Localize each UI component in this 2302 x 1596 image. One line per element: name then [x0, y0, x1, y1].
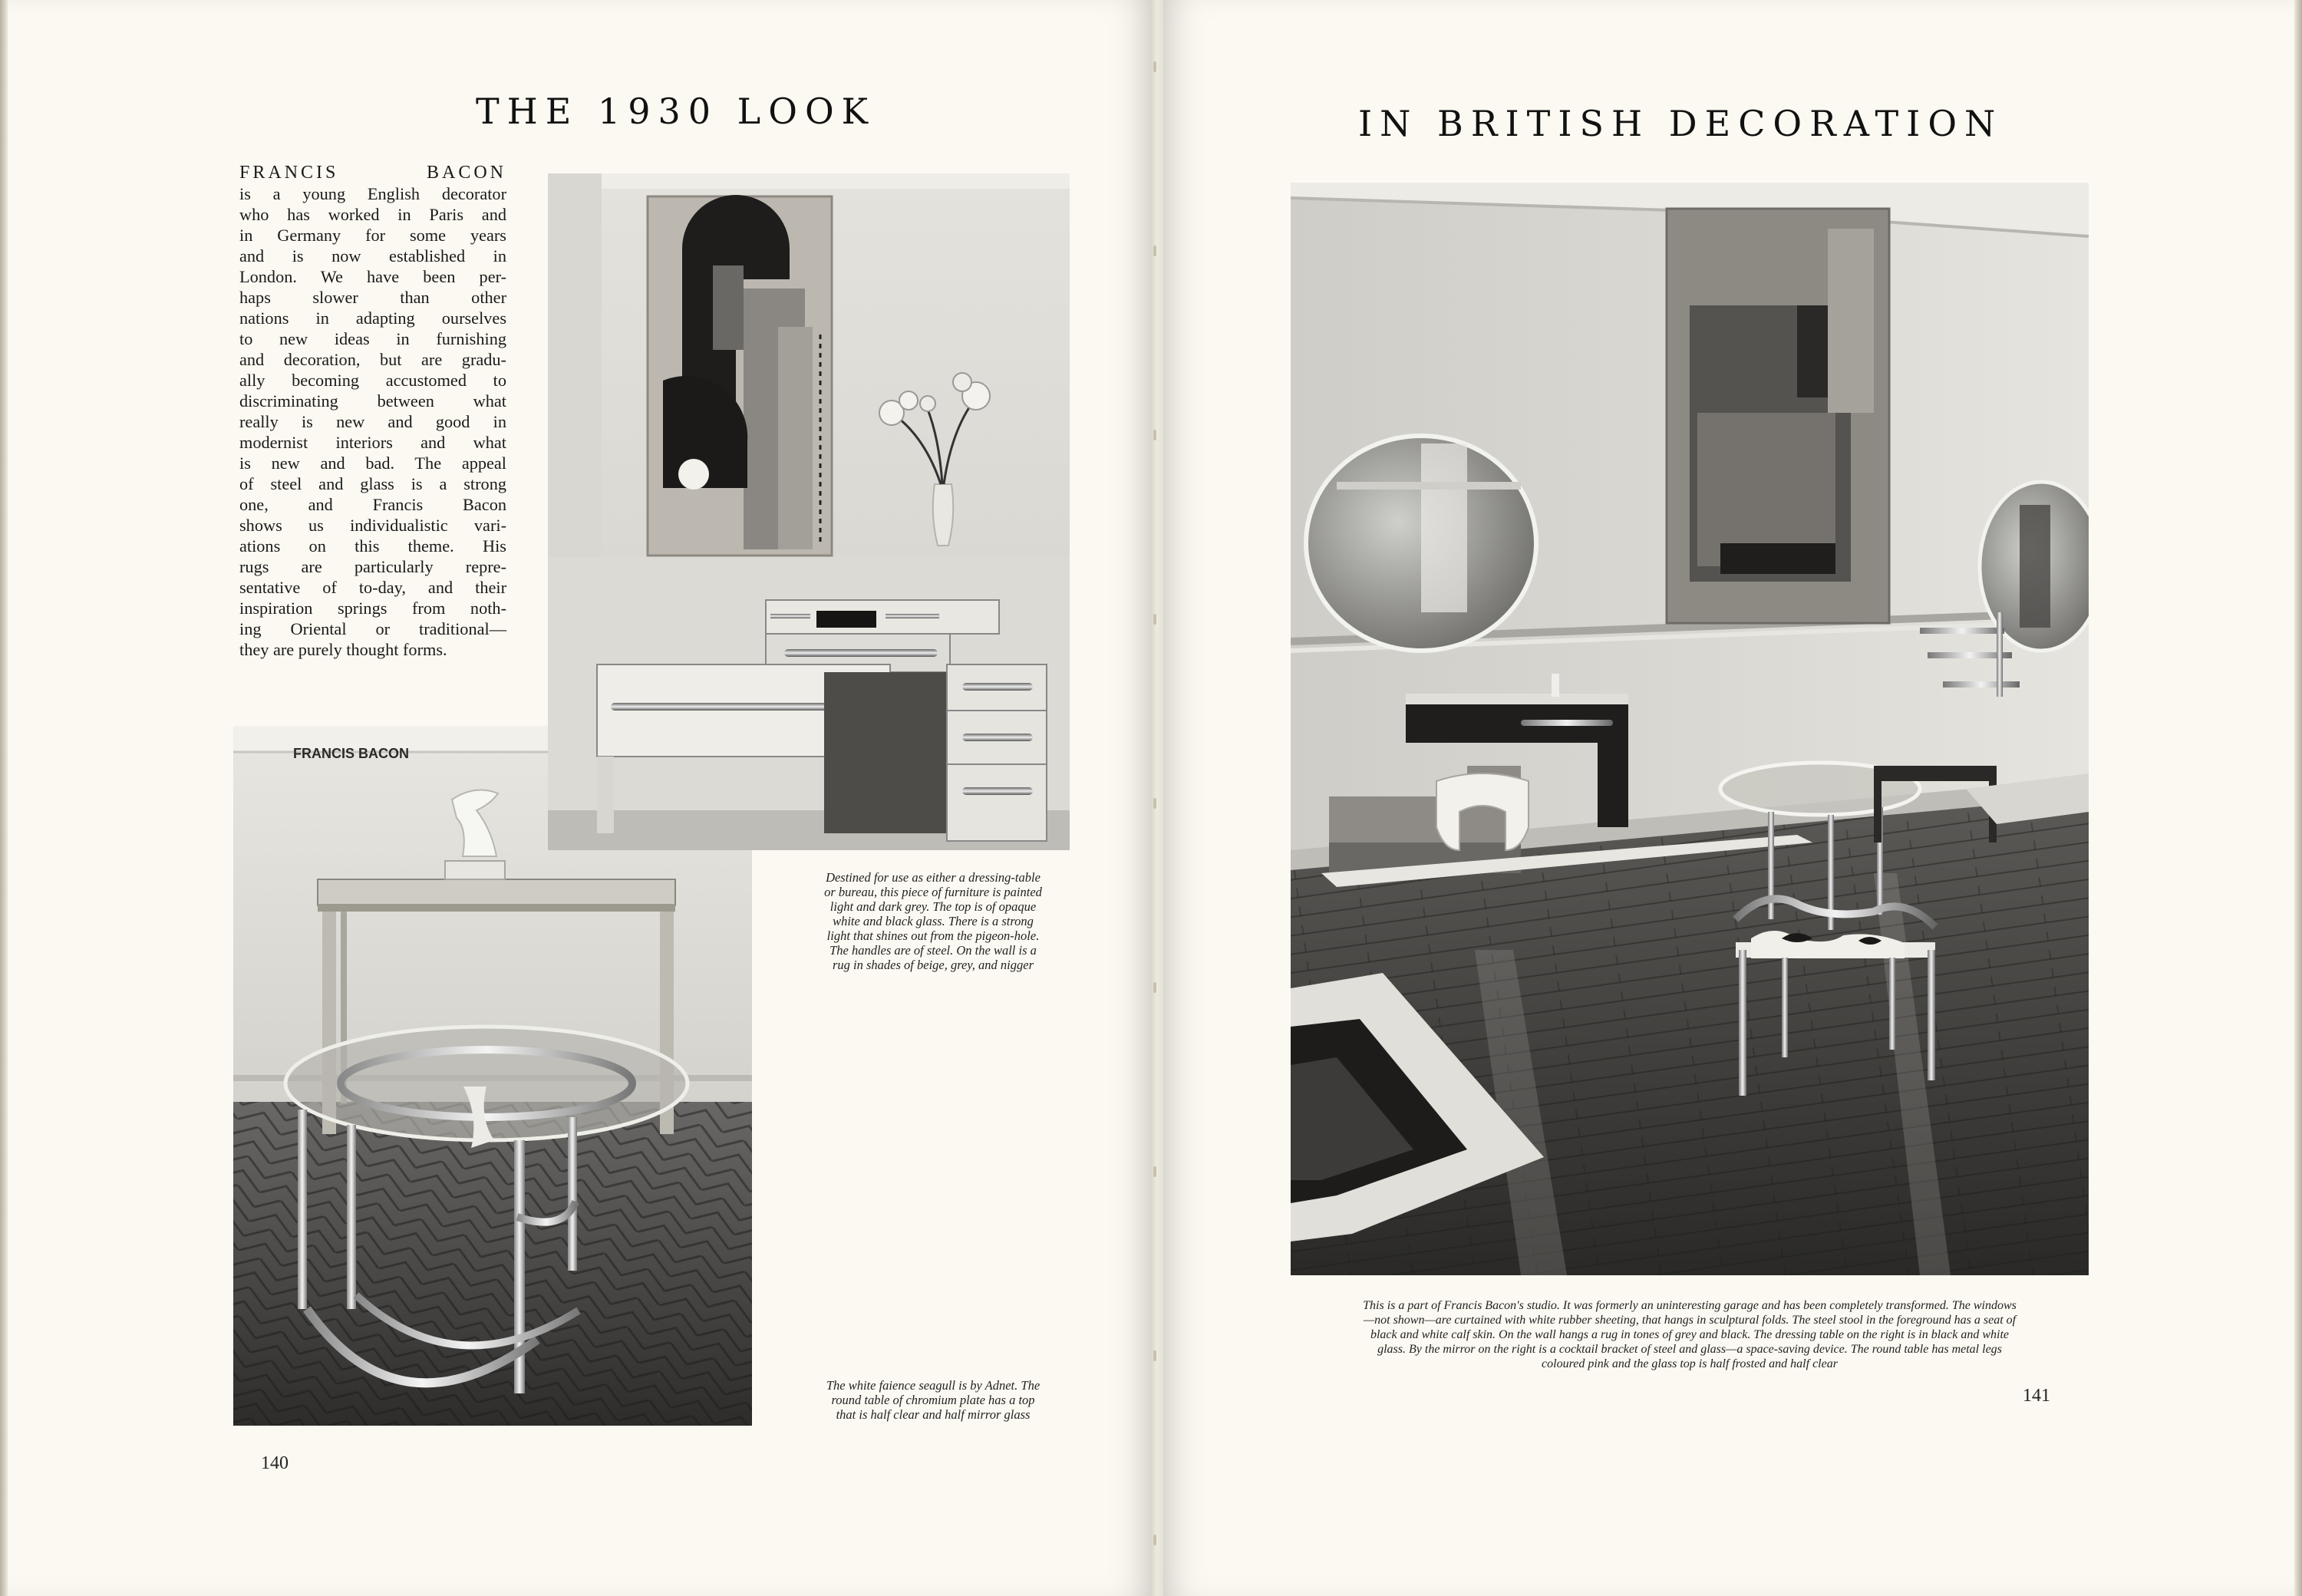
binding-stitch [1153, 1350, 1156, 1361]
caption-line: rug in shades of beige, grey, and nigger [833, 958, 1034, 972]
binding-stitch [1153, 430, 1156, 440]
body-line: ally becoming accustomed to [239, 371, 506, 390]
body-line: really is new and good in [239, 412, 506, 431]
body-line: shows us individualistic vari- [239, 516, 506, 535]
caption-line: glass. By the mirror on the right is a cocktail bracket of steel and glass—a space-saving device. The round table has metal legs [1377, 1343, 2002, 1356]
body-line: ing Oriental or traditional— [239, 619, 506, 638]
binding-stitch [1153, 1535, 1156, 1545]
binding-stitch [1153, 61, 1156, 72]
caption-line: —not shown—are curtained with white rubber sheeting, that hangs in sculptural folds. The steel stool in the foreground has a seat of [1363, 1314, 2017, 1327]
caption-studio [1289, 1298, 2090, 1371]
body-line: discriminating between what [239, 391, 506, 411]
caption-line: white and black glass. There is a strong [833, 914, 1034, 928]
page-number-left: 140 [261, 1453, 289, 1473]
caption-line: light that shines out from the pigeon-hole. [826, 928, 1040, 943]
caption-line: light and dark grey. The top is of opaque [829, 899, 1037, 914]
body-line: nations in adapting ourselves [239, 308, 506, 328]
left-page-title: THE 1930 LOOK [476, 91, 876, 132]
caption-desk [800, 870, 1067, 972]
photo-desk [548, 173, 1070, 850]
binding-stitch [1153, 798, 1156, 809]
caption-line: Destined for use as either a dressing-table [826, 870, 1041, 885]
body-line: inspiration springs from noth- [239, 598, 506, 618]
caption-line: round table of chromium plate has a top [831, 1393, 1035, 1407]
body-line: and decoration, but are gradu- [239, 350, 506, 369]
caption-line: This is a part of Francis Bacon's studio. It was formerly an uninteresting garage and has been completely transformed. The windows [1363, 1299, 2017, 1312]
body-line: sentative of to-day, and their [239, 578, 506, 597]
caption-line: The handles are of steel. On the wall is a [829, 943, 1037, 958]
body-line: of steel and glass is a strong [239, 474, 506, 493]
body-line: haps slower than other [239, 288, 506, 307]
caption-line: black and white calf skin. On the wall hangs a rug in tones of grey and black. The dressing table on the right is in black and white [1370, 1328, 2010, 1341]
body-line: to new ideas in furnishing [239, 329, 506, 348]
body-line: and is now established in [239, 246, 506, 265]
author-name: FRANCIS BACON [239, 163, 506, 183]
caption-line: coloured pink and the glass top is half frosted and half clear [1542, 1357, 1838, 1370]
binding-stitch [1153, 982, 1156, 993]
caption-line: that is half clear and half mirror glass [836, 1407, 1031, 1422]
page-edge-right [2294, 0, 2302, 1596]
photo-desk-image [548, 173, 1070, 850]
body-line: who has worked in Paris and [239, 205, 506, 224]
body-line: rugs are particularly repre- [239, 557, 506, 576]
body-line: London. We have been per- [239, 267, 506, 286]
caption-round-table [800, 1378, 1067, 1422]
binding-stitch [1153, 614, 1156, 625]
page-number-right: 141 [2023, 1386, 2050, 1406]
body-line: in Germany for some years [239, 226, 506, 245]
photo-studio-image [1291, 183, 2089, 1275]
page-edge-left [0, 0, 8, 1596]
binding-stitch [1153, 1166, 1156, 1177]
right-page-title: IN BRITISH DECORATION [1358, 103, 2004, 144]
body-line: one, and Francis Bacon [239, 495, 506, 514]
body-line: they are purely thought forms. [239, 640, 447, 659]
caption-line: The white faience seagull is by Adnet. The [826, 1378, 1041, 1393]
binding-stitch [1153, 246, 1156, 256]
photo-sign-text: FRANCIS BACON [293, 746, 409, 761]
article-body [239, 163, 506, 660]
body-line: modernist interiors and what [239, 433, 506, 452]
photo-studio [1291, 183, 2089, 1275]
body-line: ations on this theme. His [239, 536, 506, 556]
body-line: is new and bad. The appeal [239, 453, 506, 473]
body-line: is a young English decorator [239, 184, 506, 203]
caption-line: or bureau, this piece of furniture is painted [824, 885, 1042, 899]
